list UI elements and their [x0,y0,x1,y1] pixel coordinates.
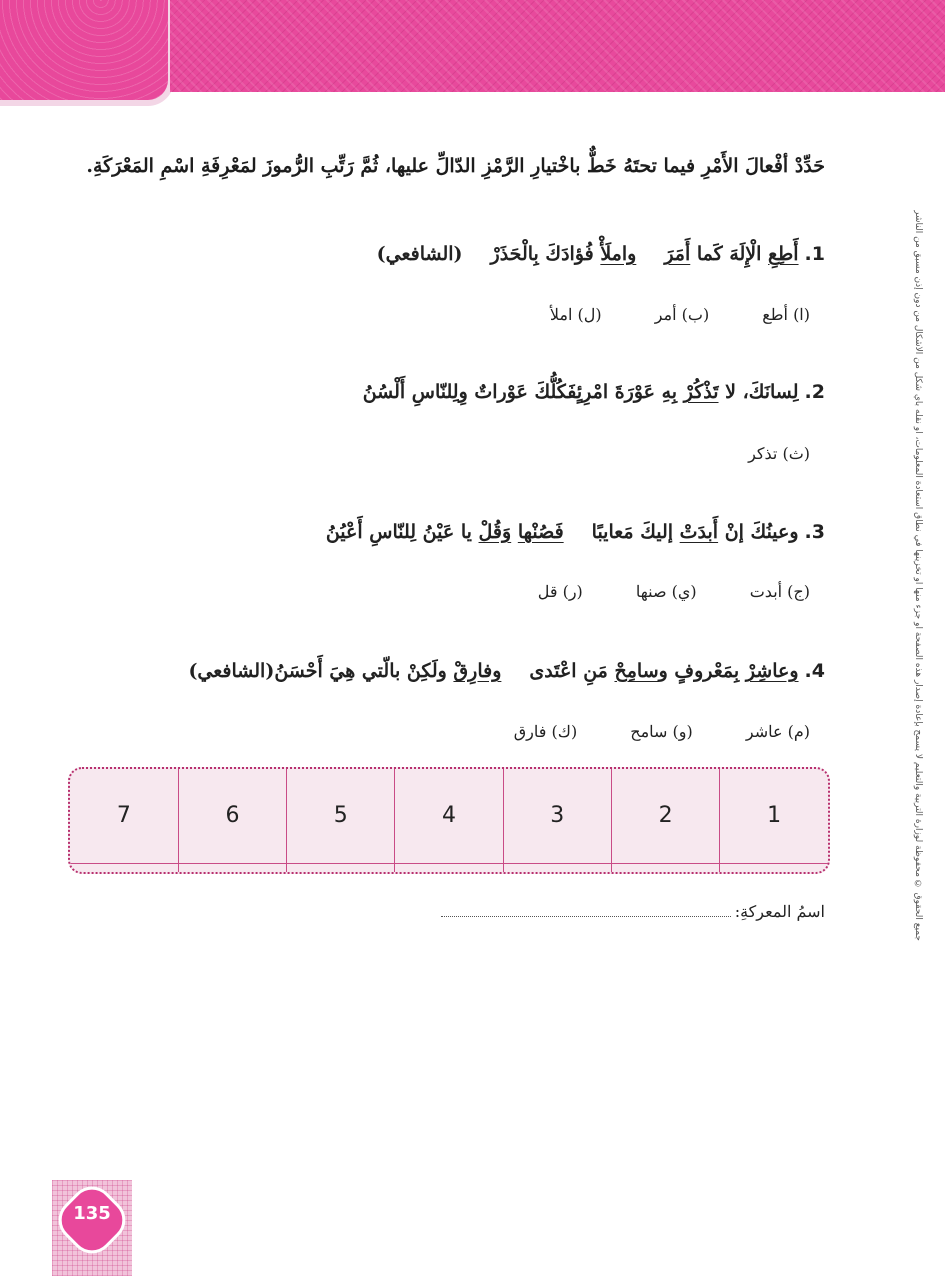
underlined-verb: وفارِقْ [453,660,502,682]
grid-number: 1 [720,769,828,863]
underlined-verb: تَذْكُرْ [683,381,719,403]
battle-label: اسمُ المعركةِ: [734,902,825,921]
option-item: (ج) أبدت [749,582,810,601]
question-3 [105,521,825,543]
grid-number: 2 [611,769,719,863]
verse-text: بِهِ عَوْرَةَ امْرِئٍفَكُلُّكَ عَوْراتٌ وِلِلنّاسِ أَلْسُنُ [362,381,684,403]
grid-number: 6 [178,769,286,863]
grid-number-row [70,769,828,863]
question-4 [105,660,825,682]
battle-name-field [405,902,825,921]
page-number: 135 [73,1203,111,1224]
option-item: (ي) صنها [635,582,697,601]
underlined-verb: أَبدَتْ [679,521,719,543]
answer-cell[interactable] [178,863,286,872]
answer-cell[interactable] [287,863,395,872]
option-item: (م) عاشر [745,722,810,741]
battle-answer-line[interactable] [441,916,731,917]
option-item: (ب) أمر [654,305,710,324]
options-1 [110,305,810,324]
option-item: (ر) قل [537,582,583,601]
header-banner [170,0,945,92]
options-3 [110,582,810,601]
options-2 [110,444,810,463]
question-number: 4. [804,660,825,682]
answer-cell[interactable] [611,863,719,872]
option-item: (ك) فارق [513,722,578,741]
question-number: 1. [804,243,825,265]
option-item: (ا) أطع [762,305,810,324]
underlined-verb: وَقُلْ [478,521,512,543]
grid-answer-row [70,863,828,872]
underlined-verb: سامِحْ [614,660,659,682]
verse-text: لِسانَكَ، لا [718,381,799,403]
copyright-note: جميع الحقوق © محفوظة لوزارة التربية والتعليم لا يسمح بإعادة إصدار هذه الصفحة أو جزء منها أو تخزينها في نطاق استعادة المعلومات، أو نقله بأي شكل من الأشكال من دون إذن مسبق من الناشر [913,210,923,941]
answer-cell[interactable] [395,863,503,872]
underlined-verb: فَصُنْها [517,521,564,543]
options-4 [110,722,810,741]
instruction-text: حَدِّدْ أفْعالَ الأَمْرِ فيما تحتَهُ خَطٌّ باخْتيارِ الرَّمْزِ الدّالِّ عليها، ثُمَّ رَتِّبِ الرُّموزَ لمَعْرِفَةِ اسْمِ المَعْرَكَةِ. [86,155,825,177]
grid-number: 5 [287,769,395,863]
question-number: 2. [804,381,825,403]
answer-cell[interactable] [503,863,611,872]
underlined-verb: أَطِعِ [768,243,799,265]
grid-number: 3 [503,769,611,863]
question-number: 3. [804,521,825,543]
underlined-verb: أَمَرَ [664,243,691,265]
option-item: (ث) تذكر [748,444,810,463]
answer-cell[interactable] [70,863,178,872]
verse-text [511,521,518,543]
question-2 [105,381,825,403]
verse-source: (الشافعي) [188,660,275,682]
corner-decoration [0,0,174,106]
answer-cell[interactable] [720,863,828,872]
verse-text: بِمَعْروفٍ و [658,660,746,682]
verse-source: (الشافعي) [376,243,463,265]
option-item: (و) سامح [630,722,693,741]
verse-text: الْإِلَهَ كَما [690,243,769,265]
verse-text: مَنِ اعْتَدى [529,660,615,682]
underlined-verb: واملَأْ [600,243,637,265]
verse-text: يا عَيْنُ لِلنّاسِ أَعْيُنُ [325,521,479,543]
verse-text: وعينُكَ إنْ [718,521,799,543]
verse-text: إليكَ مَعايبًا [591,521,680,543]
grid-number: 7 [70,769,178,863]
underlined-verb: وعاشِرْ [745,660,799,682]
verse-text: فُؤادَكَ بِالْحَذَرْ [490,243,601,265]
grid-number: 4 [395,769,503,863]
question-1 [105,243,825,265]
answer-grid [68,767,830,874]
answer-table [70,769,828,872]
verse-text: ولَكِنْ بالّتي هِيَ أَحْسَنُ [274,660,454,682]
option-item: (ل) املأ [549,305,602,324]
